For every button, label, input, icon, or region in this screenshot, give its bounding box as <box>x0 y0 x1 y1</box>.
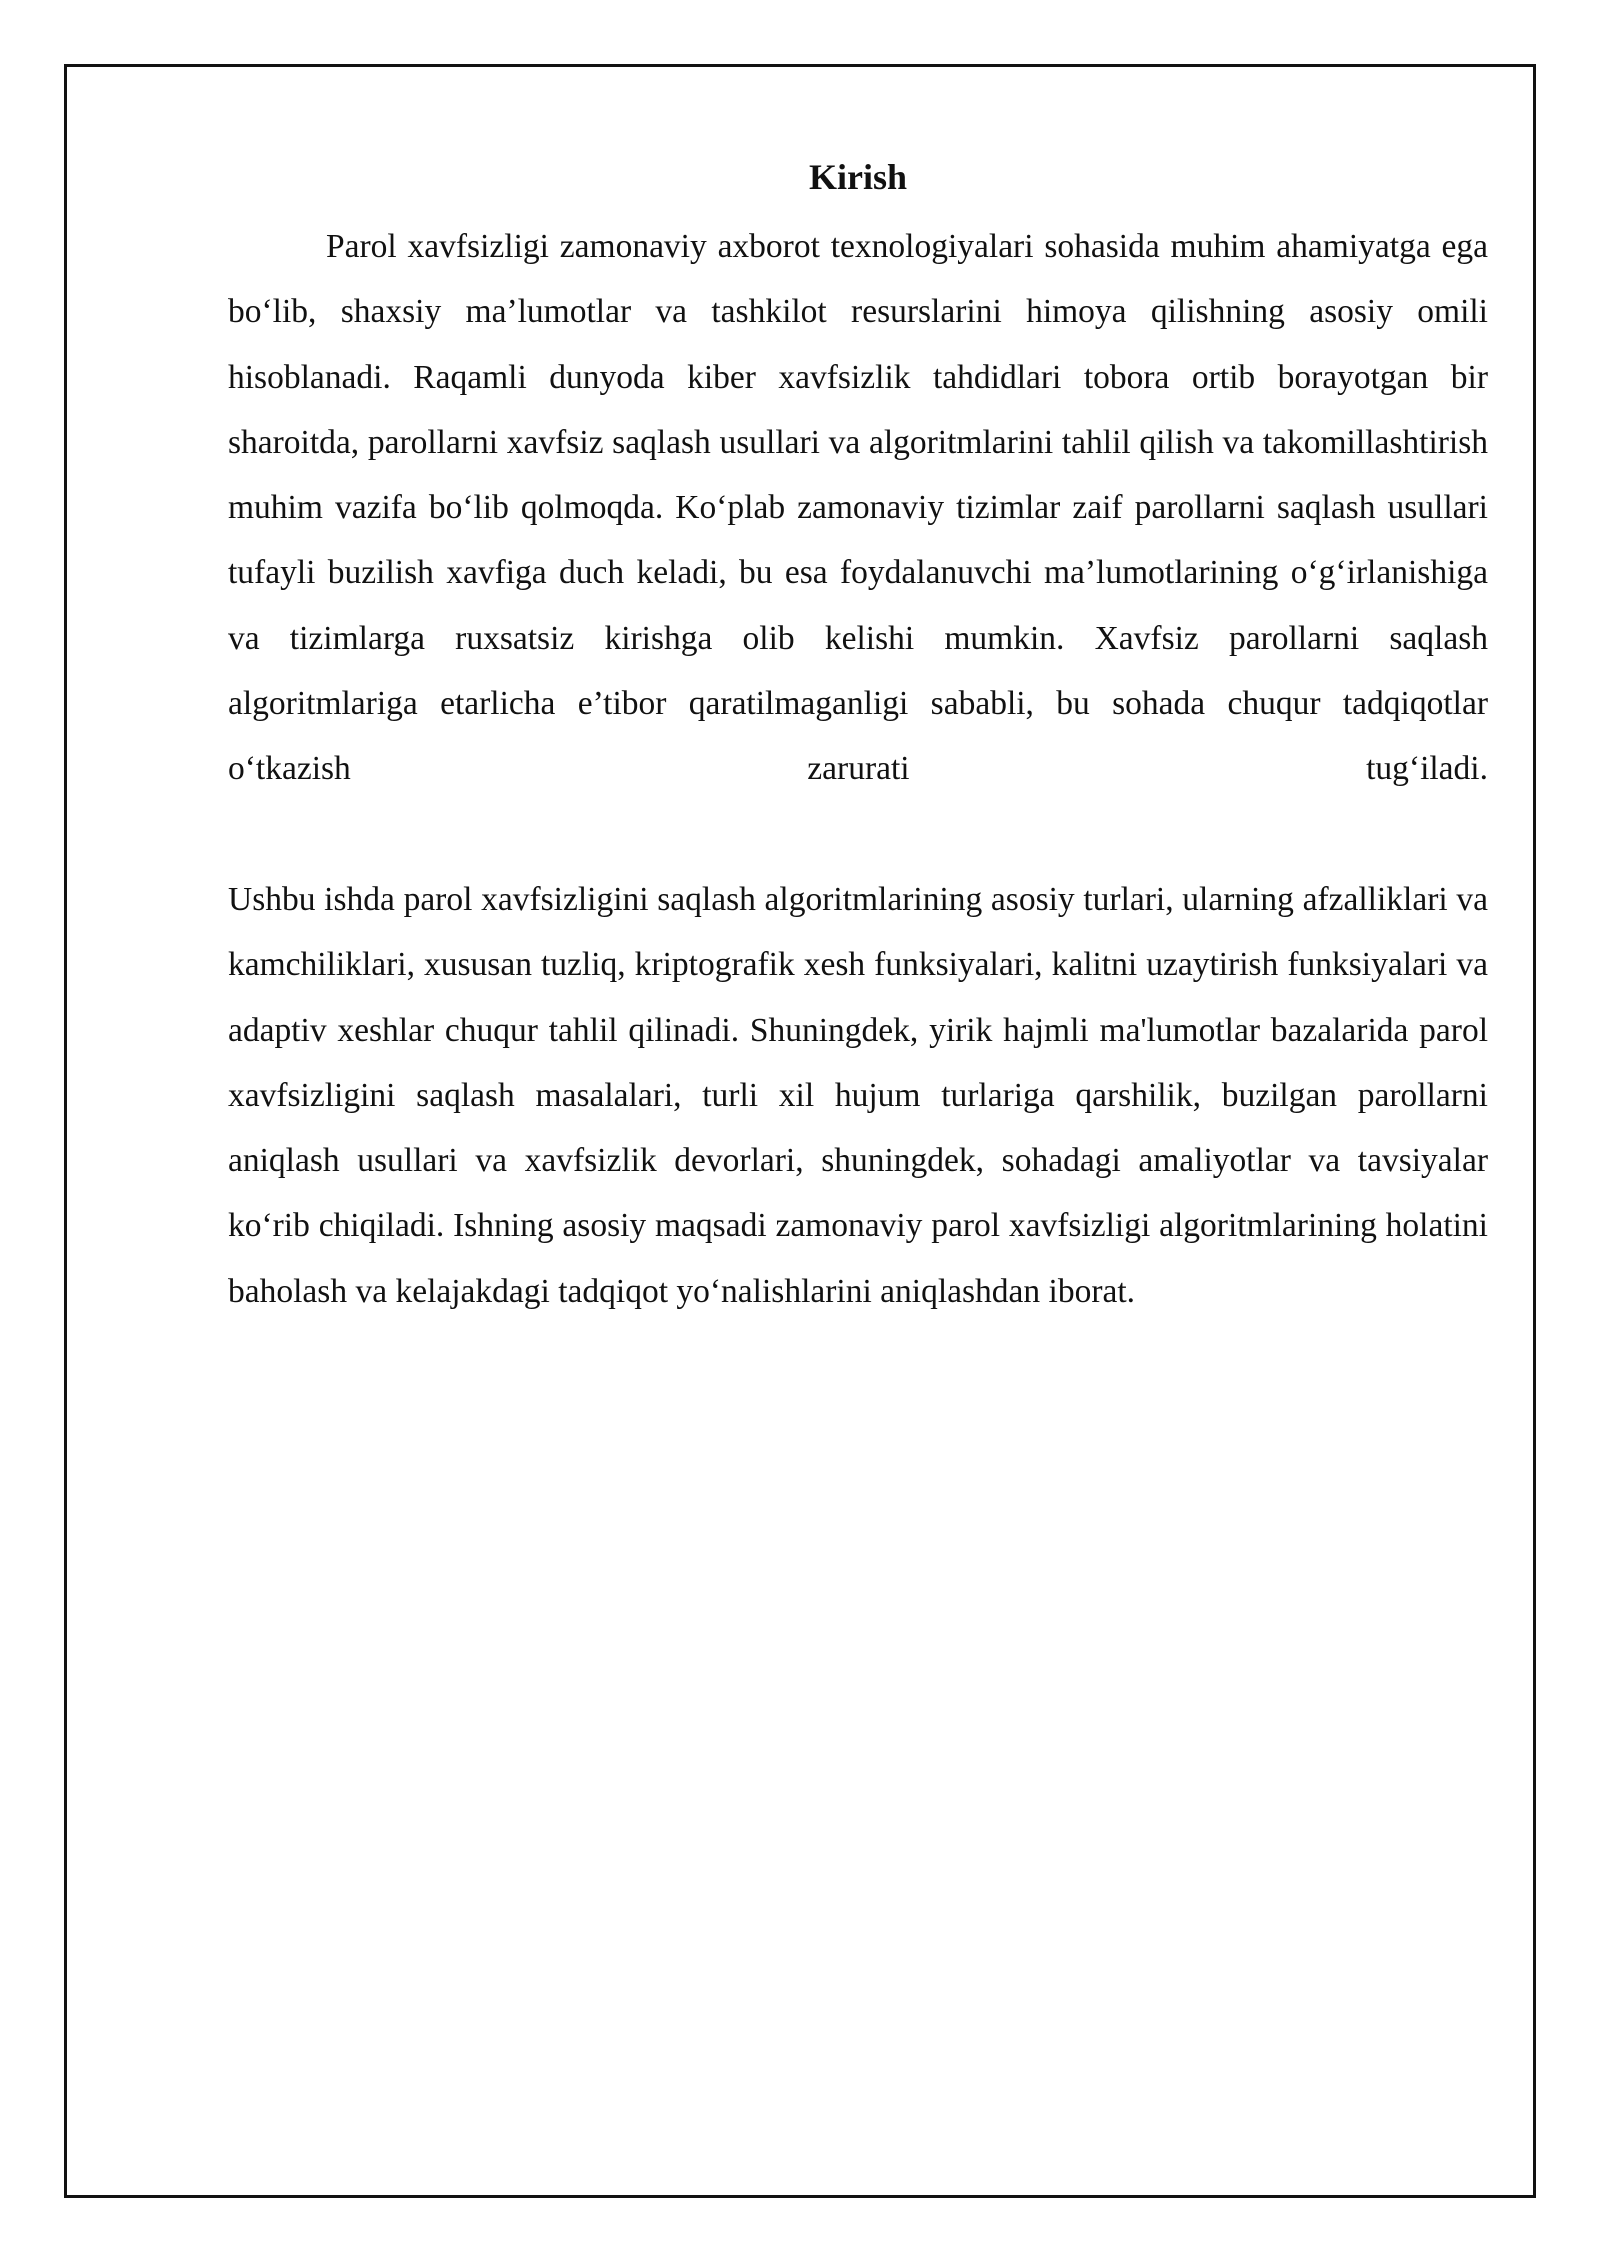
paragraph-spacer <box>228 802 1488 867</box>
document-title: Kirish <box>808 157 907 197</box>
paragraph-scope: Ushbu ishda parol xavfsizligini saqlash algoritmlarining asosiy turlari, ularning afzalliklari va kamchiliklari, xususan tuzliq, kriptografik xesh funksiyalari, kalitni uzaytirish funksiyalari va adaptiv xeshlar chuqur tahlil qilinadi. Shuningdek, yirik hajmli ma'lumotlar bazalarida parol xavfsizligini saqlash masalalari, turli xil hujum turlariga qarshilik, buzilgan parollarni aniqlash usullari va xavfsizlik devorlari, shuningdek, sohadagi amaliyotlar va tavsiyalar ko‘rib chiqiladi. Ishning asosiy maqsadi zamonaviy parol xavfsizligi algoritmlarining holatini baholash va kelajakdagi tadqiqot yo‘nalishlarini aniqlashdan iborat. <box>228 880 1488 1310</box>
paragraph-intro: Parol xavfsizligi zamonaviy axborot texnologiyalari sohasida muhim ahamiyatga ega bo‘lib, shaxsiy ma’lumotlar va tashkilot resurslarini himoya qilishning asosiy omili hisoblanadi. Raqamli dunyoda kiber xavfsizlik tahdidlari tobora ortib borayotgan bir sharoitda, parollarni xavfsiz saqlash usullari va algoritmlarini tahlil qilish va takomillashtirish muhim vazifa bo‘lib qolmoqda. Ko‘plab zamonaviy tizimlar zaif parollarni saqlash usullari tufayli buzilish xavfiga duch keladi, bu esa foydalanuvchi ma’lumotlarining o‘g‘irlanishiga va tizimlarga ruxsatsiz kirishga olib kelishi mumkin. Xavfsiz parollarni saqlash algoritmlariga etarlicha e’tibor qaratilmaganligi sababli, bu sohada chuqur tadqiqotlar o‘tkazish zarurati tug‘iladi. <box>228 228 1488 788</box>
document-body <box>228 150 1488 1324</box>
